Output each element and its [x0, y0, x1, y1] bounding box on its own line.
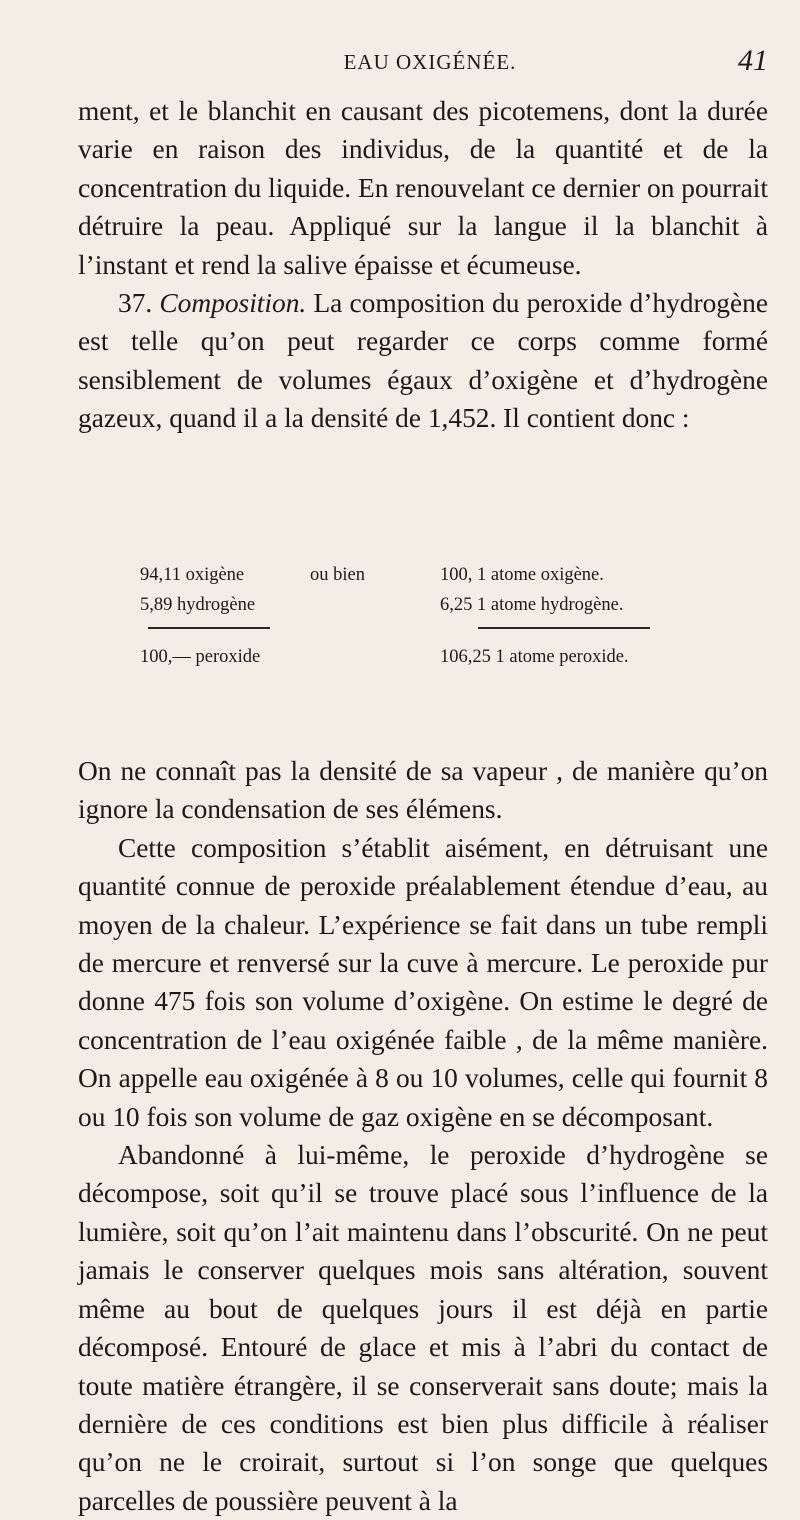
- section-title: Composition.: [159, 288, 307, 319]
- formula-right: 100, 1 atome oxigène.: [440, 565, 604, 585]
- paragraph: On ne connaît pas la densité de sa vapeur , de manière qu’on ignore la condensation de ses élémens.: [78, 756, 768, 825]
- page-header: [78, 44, 768, 84]
- sum-rule-right: [478, 627, 650, 629]
- section-number: 37.: [118, 288, 153, 319]
- text-block-bottom: [78, 752, 768, 1520]
- running-head: EAU OXIGÉNÉE.: [343, 50, 517, 74]
- paragraph: Abandonné à lui-même, le peroxide d’hydrogène se décompose, soit qu’il se trouve placé sous l’influence de la lumière, soit qu’on l’ait maintenu dans l’obscurité. On ne peut jamais le conserver quelques mois sans altération, souvent même au bout de quelques jours il est déjà en partie décomposé. Entouré de glace et mis à l’abri du contact de toute matière étrangère, il se conserverait sans doute; mais la dernière de ces conditions est bien plus difficile à réaliser qu’on ne le croirait, surtout si l’on songe que quelques parcelles de poussière peuvent à la: [78, 1140, 768, 1516]
- page-number: 41: [738, 44, 768, 77]
- formula-left: 94,11 oxigène: [140, 565, 245, 585]
- paragraph: Cette composition s’établit aisément, en détruisant une quantité connue de peroxide préalablement étendue d’eau, au moyen de la chaleur. L’expérience se fait dans un tube rempli de mercure et renversé sur la cuve à mercure. Le peroxide pur donne 475 fois son volume d’oxigène. On estime le degré de concentration de l’eau oxigénée faible , de la même manière. On appelle eau oxigénée à 8 ou 10 volumes, celle qui fournit 8 ou 10 fois son volume de gaz oxigène en se décomposant.: [78, 832, 768, 1132]
- formula-left: 5,89 hydrogène: [140, 595, 256, 615]
- formula-right: 6,25 1 atome hydrogène.: [440, 595, 624, 615]
- paragraph-section-37: [78, 284, 768, 438]
- formula-row-peroxide: [140, 647, 760, 673]
- formula-row-oxigene: [140, 565, 760, 591]
- section-text: La composition du peroxide d’hydrogène est telle qu’on peut regarder ce corps comme formé sensiblement de volumes égaux d’oxigène et d’hydrogène gazeux, quand il a la densité de 1,452. Il contient donc :: [78, 288, 768, 434]
- formula-row-hydrogene: [140, 595, 760, 621]
- formula-right: 106,25 1 atome peroxide.: [440, 647, 629, 667]
- formula-middle: ou bien: [310, 565, 365, 585]
- paragraph-continuation: ment, et le blanchit en causant des picotemens, dont la durée varie en raison des individus, de la quantité et de la concentration du liquide. En renouvelant ce dernier on pourrait détruire la peau. Appliqué sur la langue il la blanchit à l’instant et rend la salive épaisse et écumeuse.: [78, 96, 768, 280]
- composition-formula: [140, 565, 760, 700]
- sum-rule-left: [148, 627, 270, 629]
- formula-left: 100,— peroxide: [140, 647, 261, 667]
- text-block-top: [78, 92, 768, 438]
